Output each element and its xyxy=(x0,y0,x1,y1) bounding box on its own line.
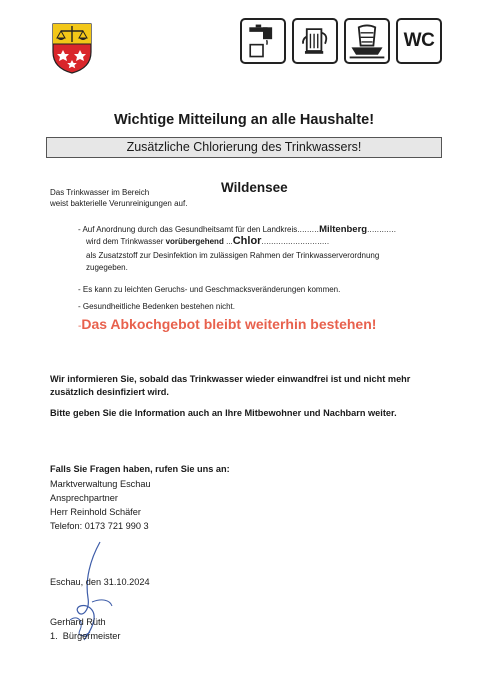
boil-water-notice xyxy=(78,316,376,332)
area-name: Wildensee xyxy=(221,180,288,195)
place-and-date: Eschau, den 31.10.2024 xyxy=(50,577,150,587)
bullet-1-line-1 xyxy=(78,224,396,235)
signatory-name: Gerhard Rüth xyxy=(50,617,106,627)
intro-line-2: weist bakterielle Verunreinigungen auf. xyxy=(50,199,188,208)
contact-org: Marktverwaltung Eschau xyxy=(50,479,151,489)
bullet-1-line-3: als Zusatzstoff zur Desinfektion im zulässigen Rahmen der Trinkwasserverordnung xyxy=(86,251,380,260)
contact-role: Ansprechpartner xyxy=(50,493,118,503)
bullet-1-text: - Auf Anordnung durch das Gesundheitsamt für den Landkreis xyxy=(78,225,298,234)
bullet-2: - Es kann zu leichten Geruchs- und Geschmacksveränderungen kommen. xyxy=(78,285,341,294)
boil-water-text: Das Abkochgebot bleibt weiterhin bestehen! xyxy=(81,316,377,332)
wc-icon xyxy=(396,18,442,64)
district-name: Miltenberg xyxy=(319,224,368,235)
bullet-3: - Gesundheitliche Bedenken bestehen nicht. xyxy=(78,302,235,311)
intro-line-1: Das Trinkwasser im Bereich xyxy=(50,188,150,197)
signatory-title: 1. Bürgermeister xyxy=(50,631,121,641)
contact-person: Herr Reinhold Schäfer xyxy=(50,507,141,517)
kettle-boiling-icon xyxy=(292,18,338,64)
dot-leader: ... xyxy=(226,237,233,246)
tap-water-icon xyxy=(240,18,286,64)
wc-label: WC xyxy=(403,30,435,51)
bullet-1-line-4: zugegeben. xyxy=(86,263,128,272)
contact-phone: Telefon: 0173 721 990 3 xyxy=(50,521,149,531)
chemical-name: Chlor xyxy=(232,235,262,247)
bullet-1-emphasis: vorübergehend xyxy=(165,237,224,246)
bullet-1-line-2 xyxy=(86,236,329,247)
info-paragraph-1: Wir informieren Sie, sobald das Trinkwasser wieder einwandfrei ist und nicht mehr zusätzlich desinfiziert wird. xyxy=(50,374,411,397)
dot-leader: ............ xyxy=(367,225,397,234)
dot-leader: ......... xyxy=(297,225,320,234)
dishwashing-icon xyxy=(344,18,390,64)
page-title: Wichtige Mitteilung an alle Haushalte! xyxy=(113,112,375,128)
info-paragraph-2: Bitte geben Sie die Information auch an Ihre Mitbewohner und Nachbarn weiter. xyxy=(50,408,397,418)
coat-of-arms-icon xyxy=(51,22,93,74)
contact-heading: Falls Sie Fragen haben, rufen Sie uns an: xyxy=(50,464,230,474)
subtitle-banner: Zusätzliche Chlorierung des Trinkwassers! xyxy=(46,137,442,158)
bullet-dash: - xyxy=(78,321,82,332)
dot-leader: ............................ xyxy=(261,237,330,246)
bullet-1-text: wird dem Trinkwasser xyxy=(86,237,164,246)
